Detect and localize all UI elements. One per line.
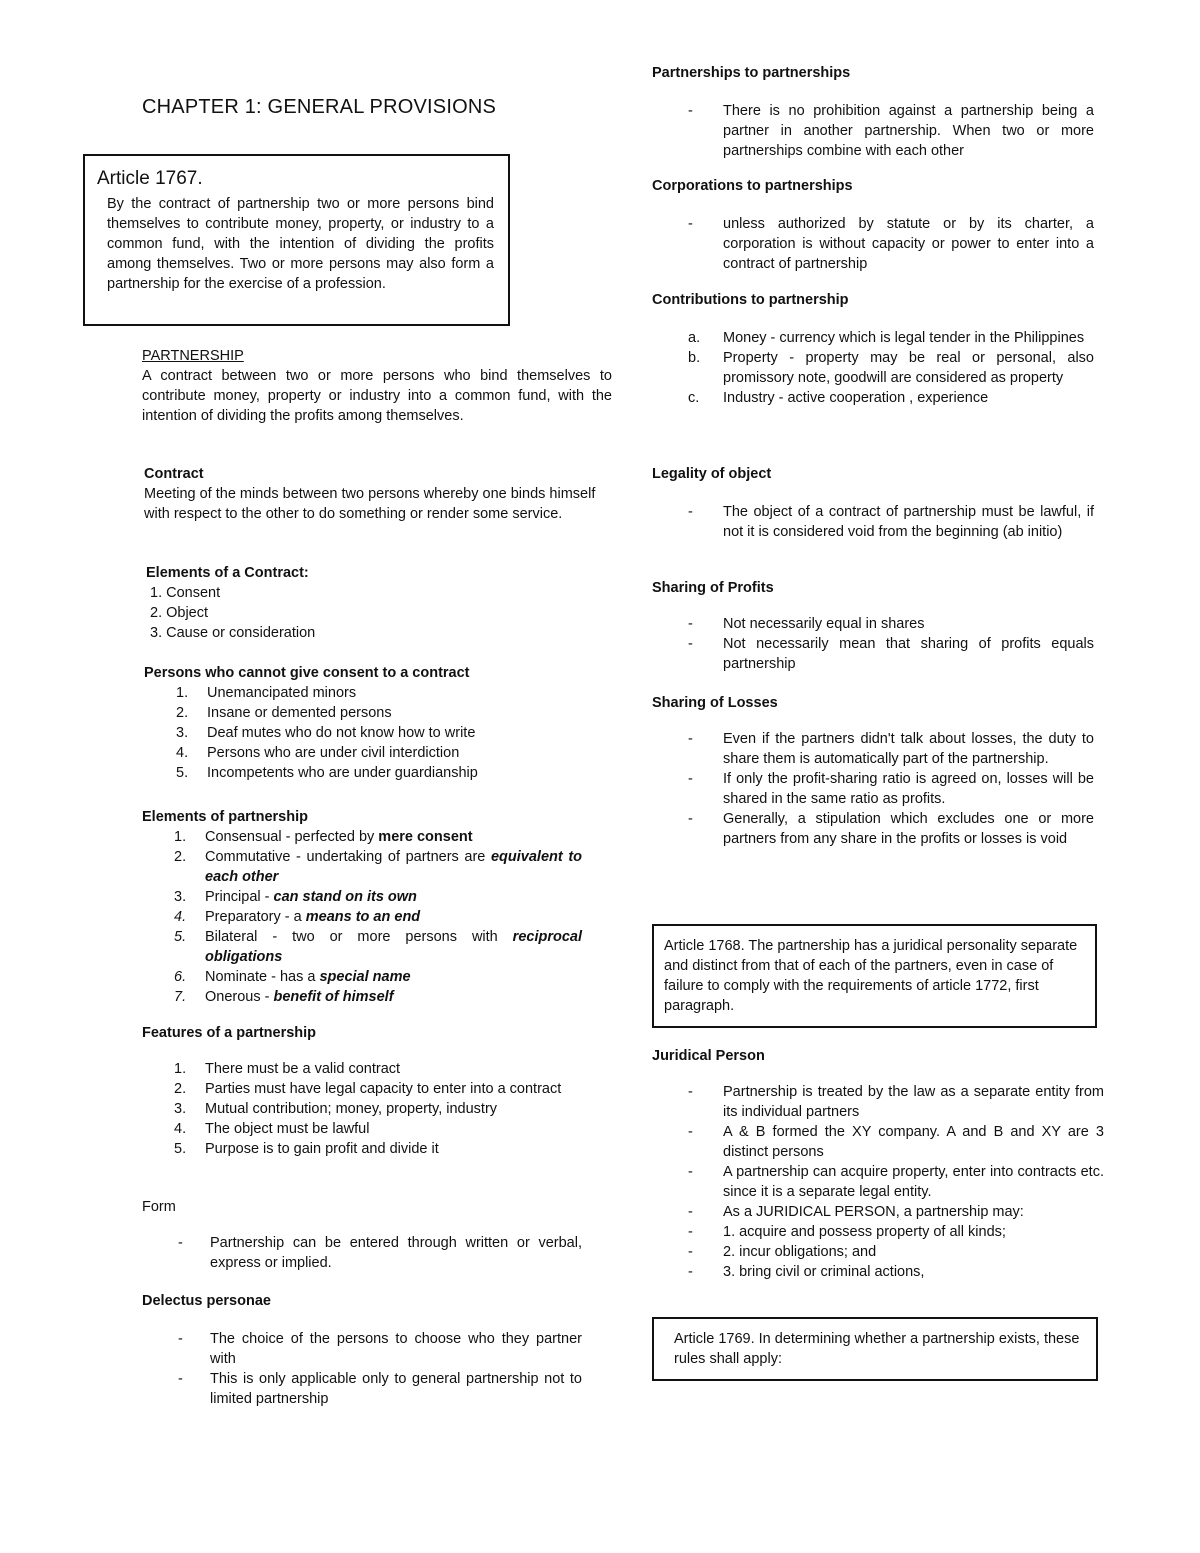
legality-section (652, 464, 1094, 542)
list-item: 3. Deaf mutes who do not know how to write (176, 725, 476, 741)
list-item: - 2. incur obligations; and (688, 1244, 877, 1260)
elements-contract-item: 1. Consent (150, 585, 221, 601)
partnership-section (142, 346, 612, 426)
article-1768-text: Article 1768. The partnership has a juridical personality separate and distinct from that of each of the partners, even in case of failure to comply with the requirements of article 1772, first paragraph. (664, 938, 1078, 1014)
list-item: - Not necessarily mean that sharing of profits equals partnership (688, 636, 1094, 672)
elements-contract-section (146, 563, 616, 643)
article-1767-heading: Article 1767. (97, 168, 203, 189)
elements-partnership-heading: Elements of partnership (142, 809, 308, 825)
c2p-heading: Corporations to partnerships (652, 178, 853, 194)
list-item: - A partnership can acquire property, enter into contracts etc. since it is a separate legal entity. (688, 1164, 1104, 1200)
contract-section (144, 464, 614, 524)
list-item: - Partnership can be entered through written or verbal, express or implied. (178, 1235, 582, 1271)
list-item: a. Money - currency which is legal tender in the Philippines (688, 330, 1085, 346)
elements-contract-heading: Elements of a Contract: (146, 565, 309, 581)
list-item: 7. Onerous - benefit of himself (174, 989, 394, 1005)
juridical-heading: Juridical Person (652, 1048, 765, 1064)
list-item: - 3. bring civil or criminal actions, (688, 1264, 925, 1280)
features-heading: Features of a partnership (142, 1025, 317, 1041)
list-item: 4. The object must be lawful (174, 1121, 370, 1137)
legality-heading: Legality of object (652, 466, 772, 482)
contract-heading: Contract (144, 466, 204, 482)
list-item: - This is only applicable only to general partnership not to limited partnership (178, 1371, 582, 1407)
partnership-heading: PARTNERSHIP (142, 348, 244, 364)
list-item: 1. Unemancipated minors (176, 685, 357, 701)
elements-contract-item: 2. Object (150, 605, 209, 621)
list-item: - A & B formed the XY company. A and B and XY are 3 distinct persons (688, 1124, 1104, 1160)
list-item: - Not necessarily equal in shares (688, 616, 925, 632)
elements-contract-item: 3. Cause or consideration (150, 625, 316, 641)
list-item: - The object of a contract of partnership must be lawful, if not it is considered void from the beginning (ab initio) (688, 504, 1094, 540)
list-item: 1. There must be a valid contract (174, 1061, 401, 1077)
contributions-heading: Contributions to partnership (652, 292, 849, 308)
losses-section (652, 693, 1094, 849)
p2p-heading: Partnerships to partnerships (652, 65, 851, 81)
contract-definition: Meeting of the minds between two persons whereby one binds himself with respect to the other to do something or render some service. (144, 486, 596, 522)
list-item: 3. Mutual contribution; money, property, industry (174, 1101, 498, 1117)
list-item: 5. Bilateral - two or more persons with reciprocal obligations (174, 929, 582, 965)
list-item: 6. Nominate - has a special name (174, 969, 411, 985)
list-item: 1. Consensual - perfected by mere consent (174, 829, 473, 845)
article-1767-box (83, 154, 510, 326)
list-item: 2. Commutative - undertaking of partners are equivalent to each other (174, 849, 583, 885)
list-item: - If only the profit-sharing ratio is agreed on, losses will be shared in the same ratio as profits. (688, 771, 1094, 807)
list-item: - Even if the partners didn't talk about losses, the duty to share them is automatically part of the partnership. (688, 731, 1094, 767)
elements-partnership-section (142, 807, 582, 1007)
p2p-section (652, 63, 1094, 161)
profits-heading: Sharing of Profits (652, 580, 774, 596)
article-1767-text: By the contract of partnership two or more persons bind themselves to contribute money, property, or industry to a common fund, with the intention of dividing the profits among themselves. Two or more persons may also form a partnership for the exercise of a profession. (107, 196, 494, 292)
article-1769-box (652, 1317, 1098, 1381)
profits-section (652, 578, 1094, 674)
list-item: 5. Purpose is to gain profit and divide it (174, 1141, 439, 1157)
list-item: - The choice of the persons to choose who they partner with (178, 1331, 582, 1367)
article-1769-text: Article 1769. In determining whether a partnership exists, these rules shall apply: (674, 1331, 1080, 1367)
losses-heading: Sharing of Losses (652, 695, 778, 711)
form-section (142, 1197, 582, 1273)
partnership-definition: A contract between two or more persons who bind themselves to contribute money, property or industry into a common fund, with the intention of dividing the profits among themselves. (142, 368, 612, 424)
list-item: b. Property - property may be real or personal, also promissory note, goodwill are considered as property (688, 350, 1094, 386)
list-item: - unless authorized by statute or by its charter, a corporation is without capacity or power to enter into a contract of partnership (688, 216, 1094, 272)
form-heading: Form (142, 1199, 176, 1215)
list-item: 5. Incompetents who are under guardianship (176, 765, 478, 781)
list-item: - There is no prohibition against a partnership being a partner in another partnership. When two or more partnerships combine with each other (688, 103, 1094, 159)
list-item: 3. Principal - can stand on its own (174, 889, 417, 905)
list-item: c. Industry - active cooperation , experience (688, 390, 989, 406)
juridical-section (652, 1046, 1104, 1282)
list-item: 2. Parties must have legal capacity to enter into a contract (174, 1081, 562, 1097)
list-item: - Generally, a stipulation which excludes one or more partners from any share in the profits or losses is void (688, 811, 1094, 847)
consent-section (144, 663, 584, 783)
delectus-section (142, 1291, 582, 1409)
list-item: 4. Preparatory - a means to an end (174, 909, 421, 925)
consent-heading: Persons who cannot give consent to a contract (144, 665, 470, 681)
list-item: 4. Persons who are under civil interdiction (176, 745, 460, 761)
list-item: - 1. acquire and possess property of all kinds; (688, 1224, 1006, 1240)
list-item: 2. Insane or demented persons (176, 705, 392, 721)
list-item: - As a JURIDICAL PERSON, a partnership may: (688, 1204, 1024, 1220)
features-section (142, 1023, 582, 1159)
chapter-title: CHAPTER 1: GENERAL PROVISIONS (142, 96, 497, 118)
contributions-section (652, 290, 1094, 408)
article-1768-box (652, 924, 1097, 1028)
list-item: - Partnership is treated by the law as a separate entity from its individual partners (688, 1084, 1104, 1120)
delectus-heading: Delectus personae (142, 1293, 271, 1309)
c2p-section (652, 176, 1094, 274)
